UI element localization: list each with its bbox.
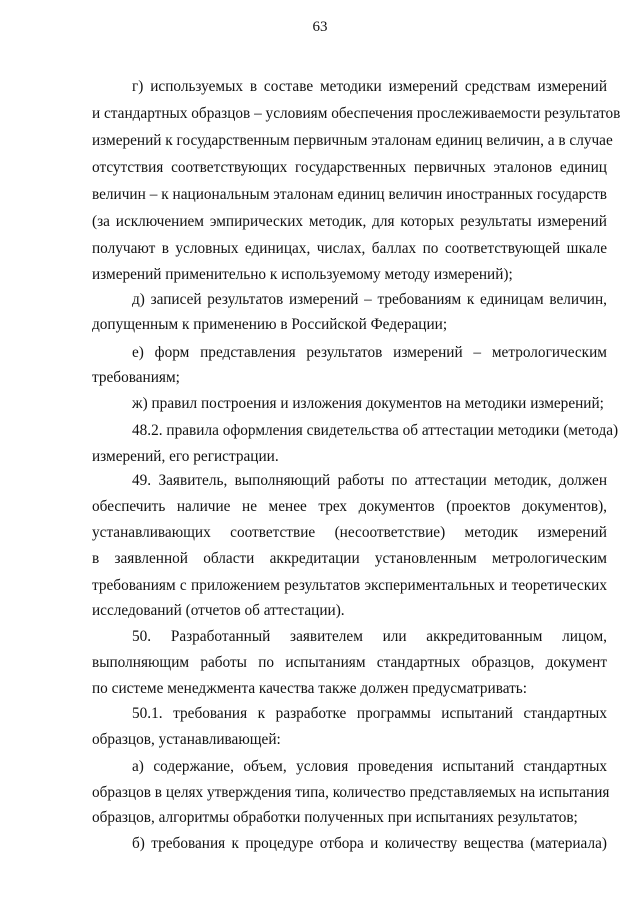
text-line: б) требования к процедуре отбора и количеству вещества (материала) — [132, 835, 607, 852]
text-line: выполняющим работы по испытаниям стандартных образцов, документ — [92, 654, 607, 671]
text-line: образцов, алгоритмы обработки полученных при испытаниях результатов; — [92, 809, 578, 826]
text-line: величин – к национальным эталонам единиц величин иностранных государств — [92, 186, 607, 203]
text-line: а) содержание, объем, условия проведения испытаний стандартных — [132, 758, 607, 775]
text-line: ж) правил построения и изложения документов на методики измерений; — [132, 395, 604, 412]
text-line: измерений применительно к используемому методу измерений); — [92, 266, 513, 283]
text-line: измерений к государственным первичным эталонам единиц величин, а в случае — [92, 132, 613, 149]
text-line: требованиям с приложением результатов экспериментальных и теоретических — [92, 577, 607, 594]
text-line: образцов в целях утверждения типа, количество представляемых на испытания — [92, 784, 610, 801]
text-line: обеспечить наличие не менее трех документов (проектов документов), — [92, 498, 607, 515]
text-line: 48.2. правила оформления свидетельства об аттестации методики (метода) — [132, 422, 619, 439]
text-line: получают в условных единицах, числах, баллах по соответствующей шкале — [92, 240, 607, 257]
text-line: устанавливающих соответствие (несоответствие) методик измерений — [92, 524, 607, 541]
text-line: е) форм представления результатов измерений – метрологическим — [132, 344, 607, 361]
text-line: исследований (отчетов об аттестации). — [92, 602, 345, 619]
text-line: образцов, устанавливающей: — [92, 731, 281, 748]
text-line: допущенным к применению в Российской Федерации; — [92, 316, 448, 333]
text-line: д) записей результатов измерений – требованиям к единицам величин, — [132, 291, 607, 308]
text-line: по системе менеджмента качества также должен предусматривать: — [92, 680, 528, 697]
text-line: 49. Заявитель, выполняющий работы по аттестации методик, должен — [132, 472, 607, 489]
text-line: г) используемых в составе методики измерений средствам измерений — [132, 78, 607, 95]
text-line: (за исключением эмпирических методик, для которых результаты измерений — [92, 213, 607, 230]
text-line: отсутствия соответствующих государственных первичных эталонов единиц — [92, 159, 607, 176]
text-line: в заявленной области аккредитации установленным метрологическим — [92, 550, 607, 567]
text-line: и стандартных образцов – условиям обеспечения прослеживаемости результатов — [92, 105, 621, 122]
text-line: измерений, его регистрации. — [92, 448, 279, 465]
text-line: 50.1. требования к разработке программы испытаний стандартных — [132, 705, 607, 722]
page-number: 63 — [312, 19, 328, 35]
text-line: требованиям; — [92, 369, 180, 386]
text-line: 50. Разработанный заявителем или аккредитованным лицом, — [132, 628, 607, 645]
